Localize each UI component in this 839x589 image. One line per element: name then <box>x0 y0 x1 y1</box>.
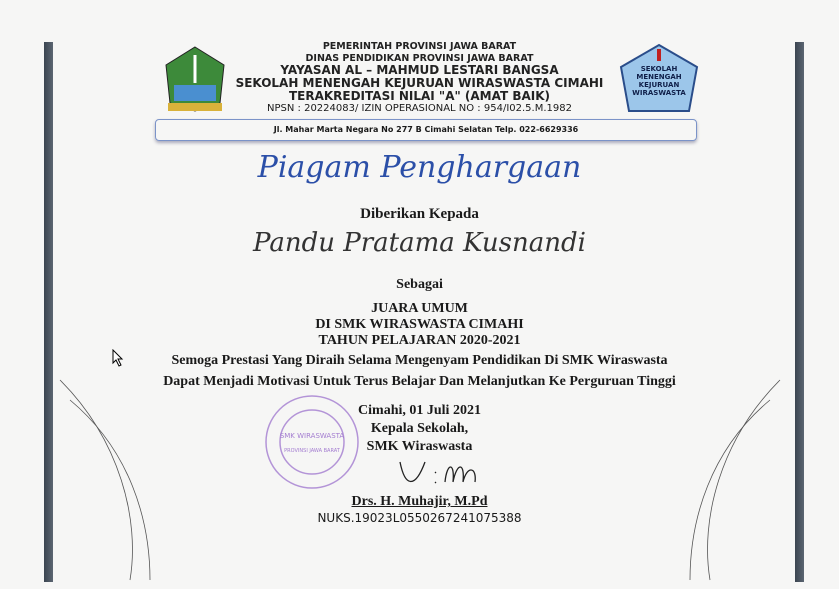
message-line2: Dapat Menjadi Motivasi Untuk Terus Belajar Dan Melanjutkan Ke Perguruan Tinggi <box>163 374 676 389</box>
school-logo-text: SEKOLAH MENENGAH KEJURUAN WIRASWASTA <box>632 65 686 97</box>
award-line1: JUARA UMUM <box>371 301 468 316</box>
header-line1: PEMERINTAH PROVINSI JAWA BARAT <box>322 41 517 52</box>
signature-mark <box>395 457 485 491</box>
message-line1: Semoga Prestasi Yang Diraih Selama Mengenyam Pendidikan Di SMK Wiraswasta <box>171 353 668 368</box>
given-to-label: Diberikan Kepada <box>360 206 479 222</box>
stamp-text: SMK WIRASWASTA <box>279 432 345 440</box>
recipient-name: Pandu Pratama Kusnandi <box>253 228 586 258</box>
award-line2: DI SMK WIRASWASTA CIMAHI <box>315 317 524 332</box>
award-line3: TAHUN PELAJARAN 2020-2021 <box>318 333 521 348</box>
address-box: Jl. Mahar Marta Negara No 277 B Cimahi Selatan Telp. 022-6629336 <box>155 119 697 141</box>
stamp-sub: PROVINSI JAWA BARAT <box>284 448 340 454</box>
header-school: SEKOLAH MENENGAH KEJURUAN WIRASWASTA CIMAHI <box>235 76 604 90</box>
header-line2: DINAS PENDIDIKAN PROVINSI JAWA BARAT <box>305 53 534 64</box>
as-label: Sebagai <box>396 277 443 292</box>
signer-role: Kepala Sekolah, <box>370 421 469 436</box>
certificate-title: Piagam Penghargaan <box>257 150 582 185</box>
signer-name: Drs. H. Muhajir, M.Pd <box>351 494 488 509</box>
place-date: Cimahi, 01 Juli 2021 <box>358 403 481 418</box>
header-npsn: NPSN : 20224083/ IZIN OPERASIONAL NO : 954/I02.5.M.1982 <box>267 103 572 114</box>
signer-school: SMK Wiraswasta <box>366 439 473 454</box>
mouse-cursor-icon <box>112 349 124 367</box>
header-foundation: YAYASAN AL – MAHMUD LESTARI BANGSA <box>280 63 559 77</box>
signer-id: NUKS.19023L0550267241075388 <box>317 511 522 525</box>
header-accreditation: TERAKREDITASI NILAI "A" (AMAT BAIK) <box>288 89 551 103</box>
